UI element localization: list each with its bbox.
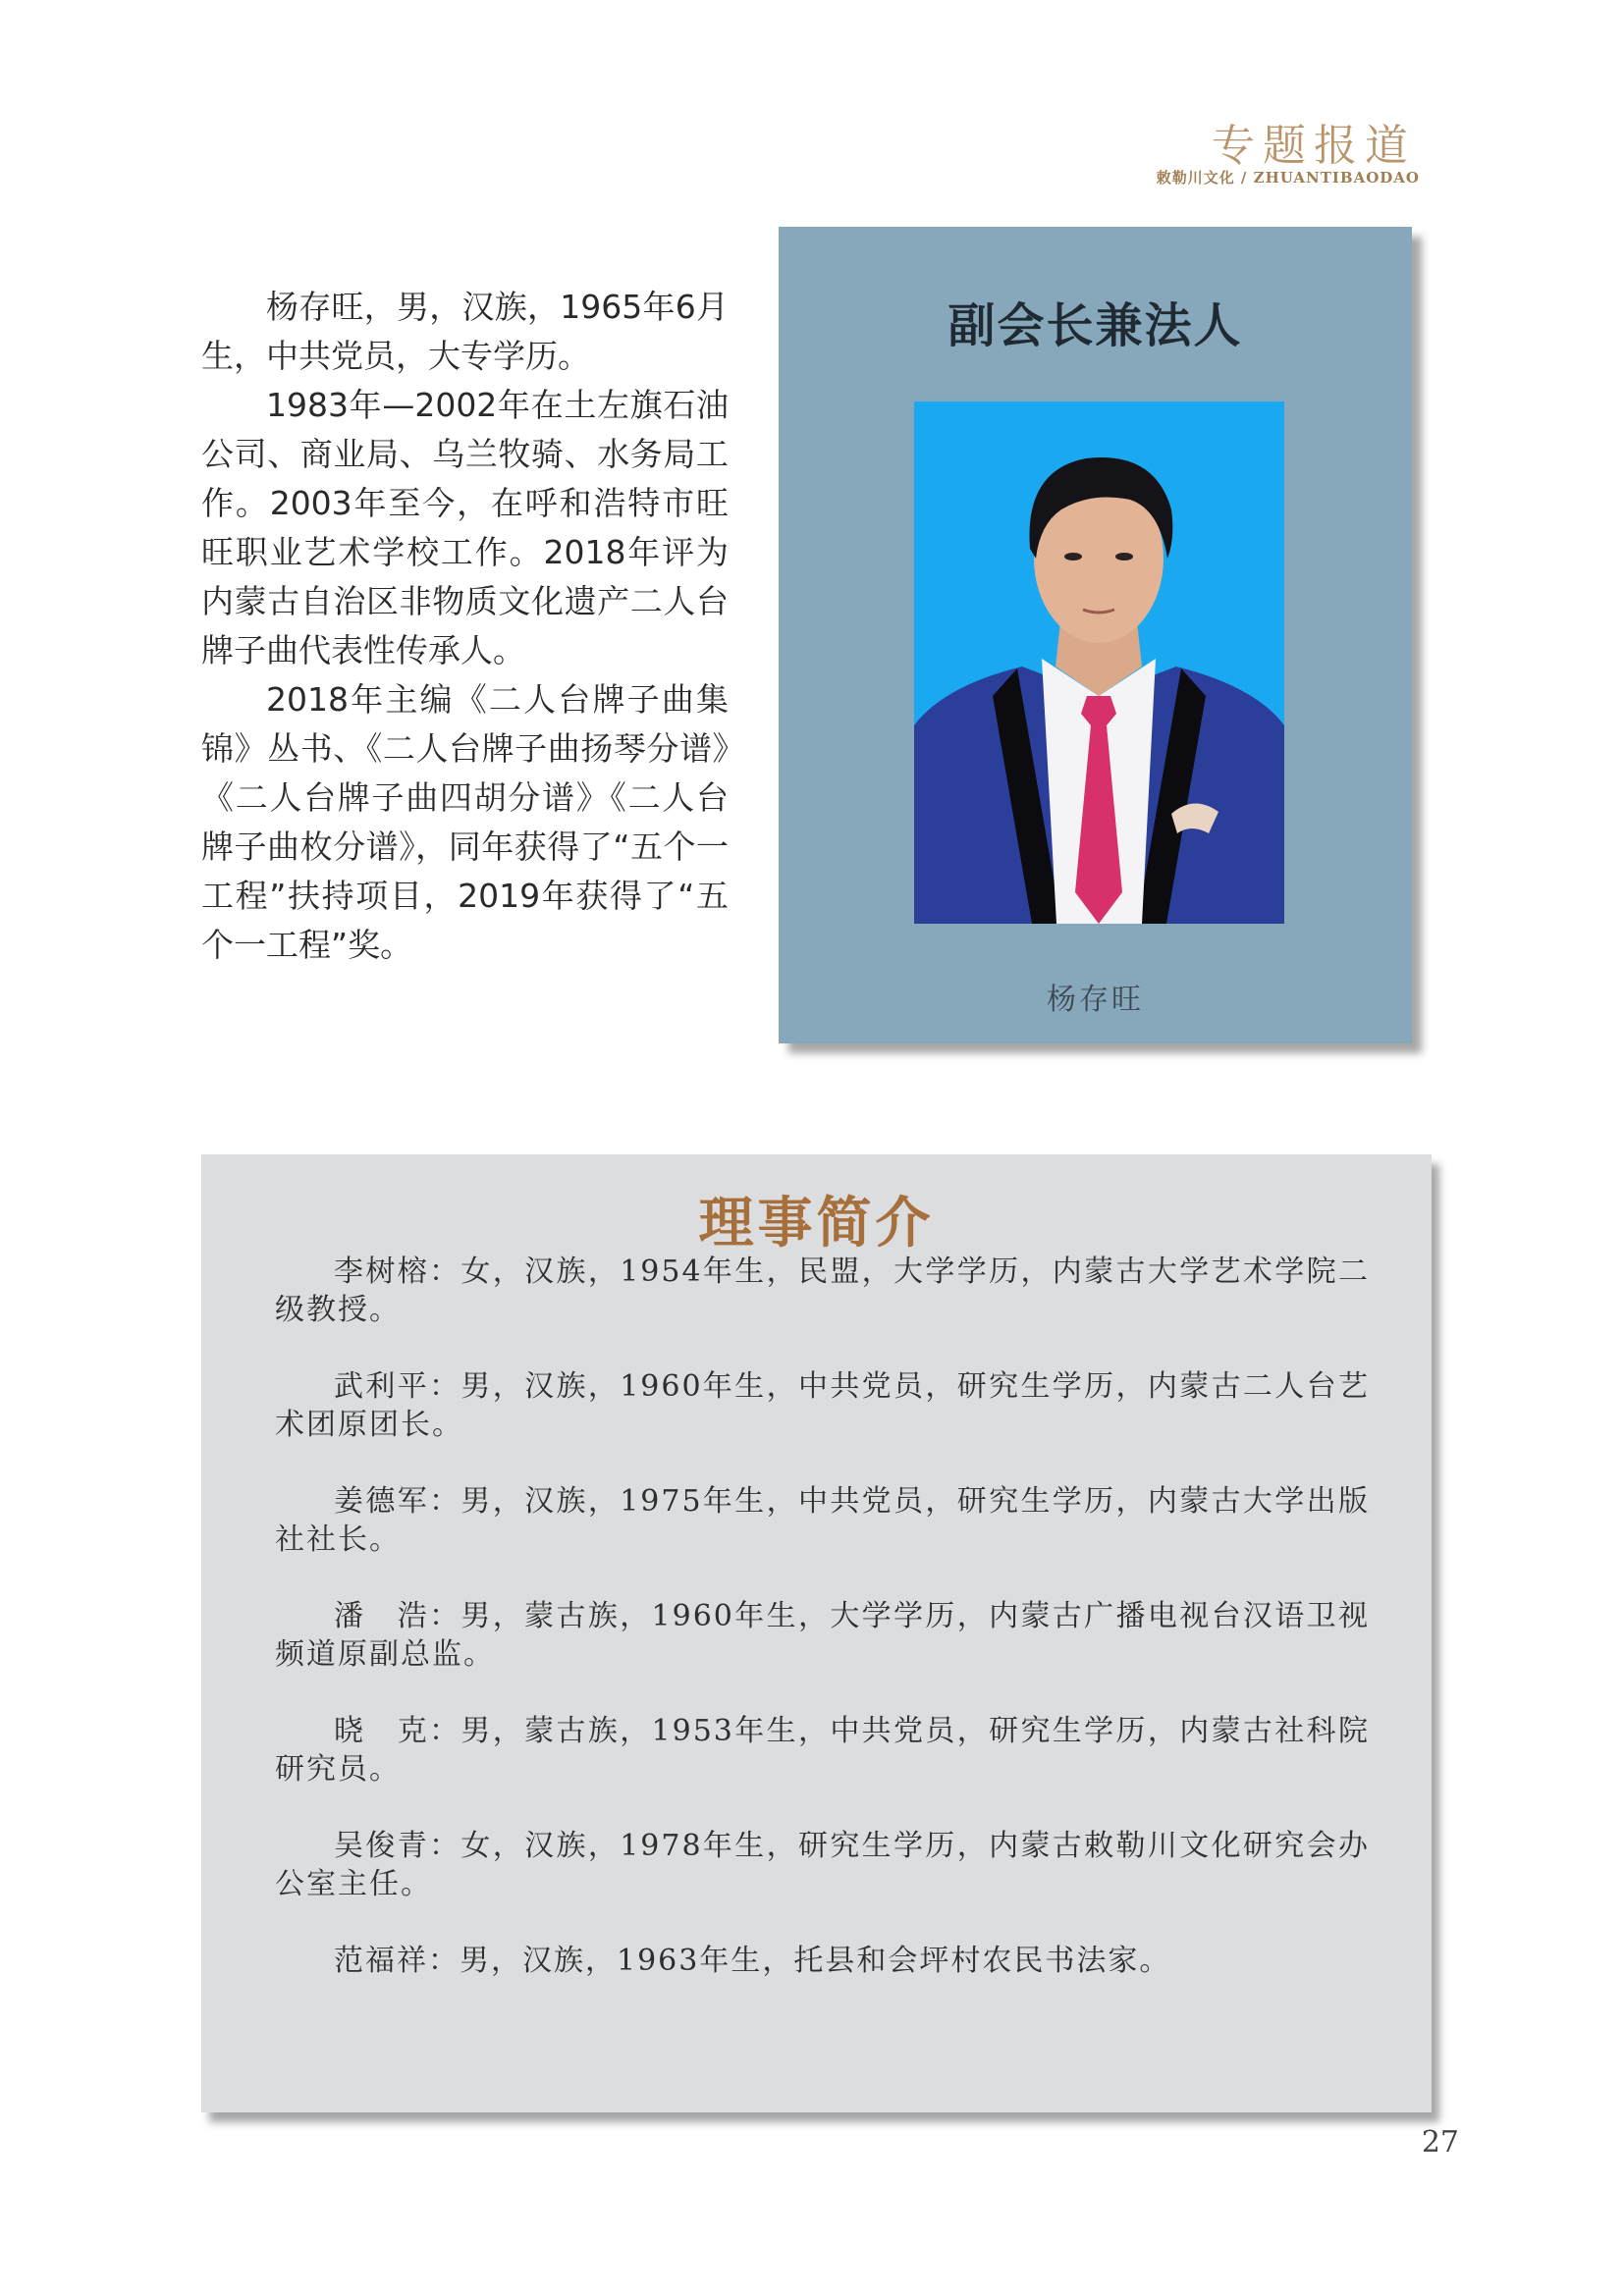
section-subtitle: 敕勒川文化 / ZHUANTIBAODAO <box>1156 169 1420 187</box>
vice-president-card <box>779 227 1412 1043</box>
board-members-panel <box>201 1154 1432 2112</box>
portrait-illustration <box>914 401 1284 924</box>
portrait-caption: 杨存旺 <box>1047 983 1144 1017</box>
biography-text <box>201 283 729 970</box>
board-member-list <box>275 1253 1370 2018</box>
board-title: 理事简介 <box>698 1192 935 1255</box>
board-member-entry: 姜德军：男，汉族，1975年生，中共党员，研究生学历，内蒙古大学出版社社长。 <box>275 1484 1370 1557</box>
board-member-entry: 晓 克：男，蒙古族，1953年生，中共党员，研究生学历，内蒙古社科院研究员。 <box>275 1714 1370 1787</box>
board-member-entry: 范福祥：男，汉族，1963年生，托县和会坪村农民书法家。 <box>334 1944 1171 1978</box>
board-member-entry: 潘 浩：男，蒙古族，1960年生，大学学历，内蒙古广播电视台汉语卫视频道原副总监。 <box>275 1599 1370 1672</box>
section-title: 专题报道 <box>1212 121 1416 171</box>
card-title: 副会长兼法人 <box>947 298 1243 353</box>
bio-paragraph: 2018年主编《二人台牌子曲集锦》丛书、《二人台牌子曲扬琴分谱》《二人台牌子曲四胡分谱》《二人台牌子曲枚分谱》，同年获得了“五个一工程”扶持项目，2019年获得了“五个一工程”奖。 <box>201 680 729 964</box>
bio-paragraph: 1983年—2002年在土左旗石油公司、商业局、乌兰牧骑、水务局工作。2003年至今，在呼和浩特市旺旺职业艺术学校工作。2018年评为内蒙古自治区非物质文化遗产二人台牌子曲代表性传承人。 <box>201 386 729 669</box>
portrait-photo <box>914 401 1284 924</box>
board-member-entry: 李树榕：女，汉族，1954年生，民盟，大学学历，内蒙古大学艺术学院二级教授。 <box>275 1255 1370 1327</box>
page-number: 27 <box>1421 2125 1459 2160</box>
bio-paragraph: 杨存旺，男，汉族，1965年6月生，中共党员，大专学历。 <box>201 288 729 375</box>
board-member-entry: 吴俊青：女，汉族，1978年生，研究生学历，内蒙古敕勒川文化研究会办公室主任。 <box>275 1829 1370 1901</box>
board-member-entry: 武利平：男，汉族，1960年生，中共党员，研究生学历，内蒙古二人台艺术团原团长。 <box>275 1369 1370 1442</box>
